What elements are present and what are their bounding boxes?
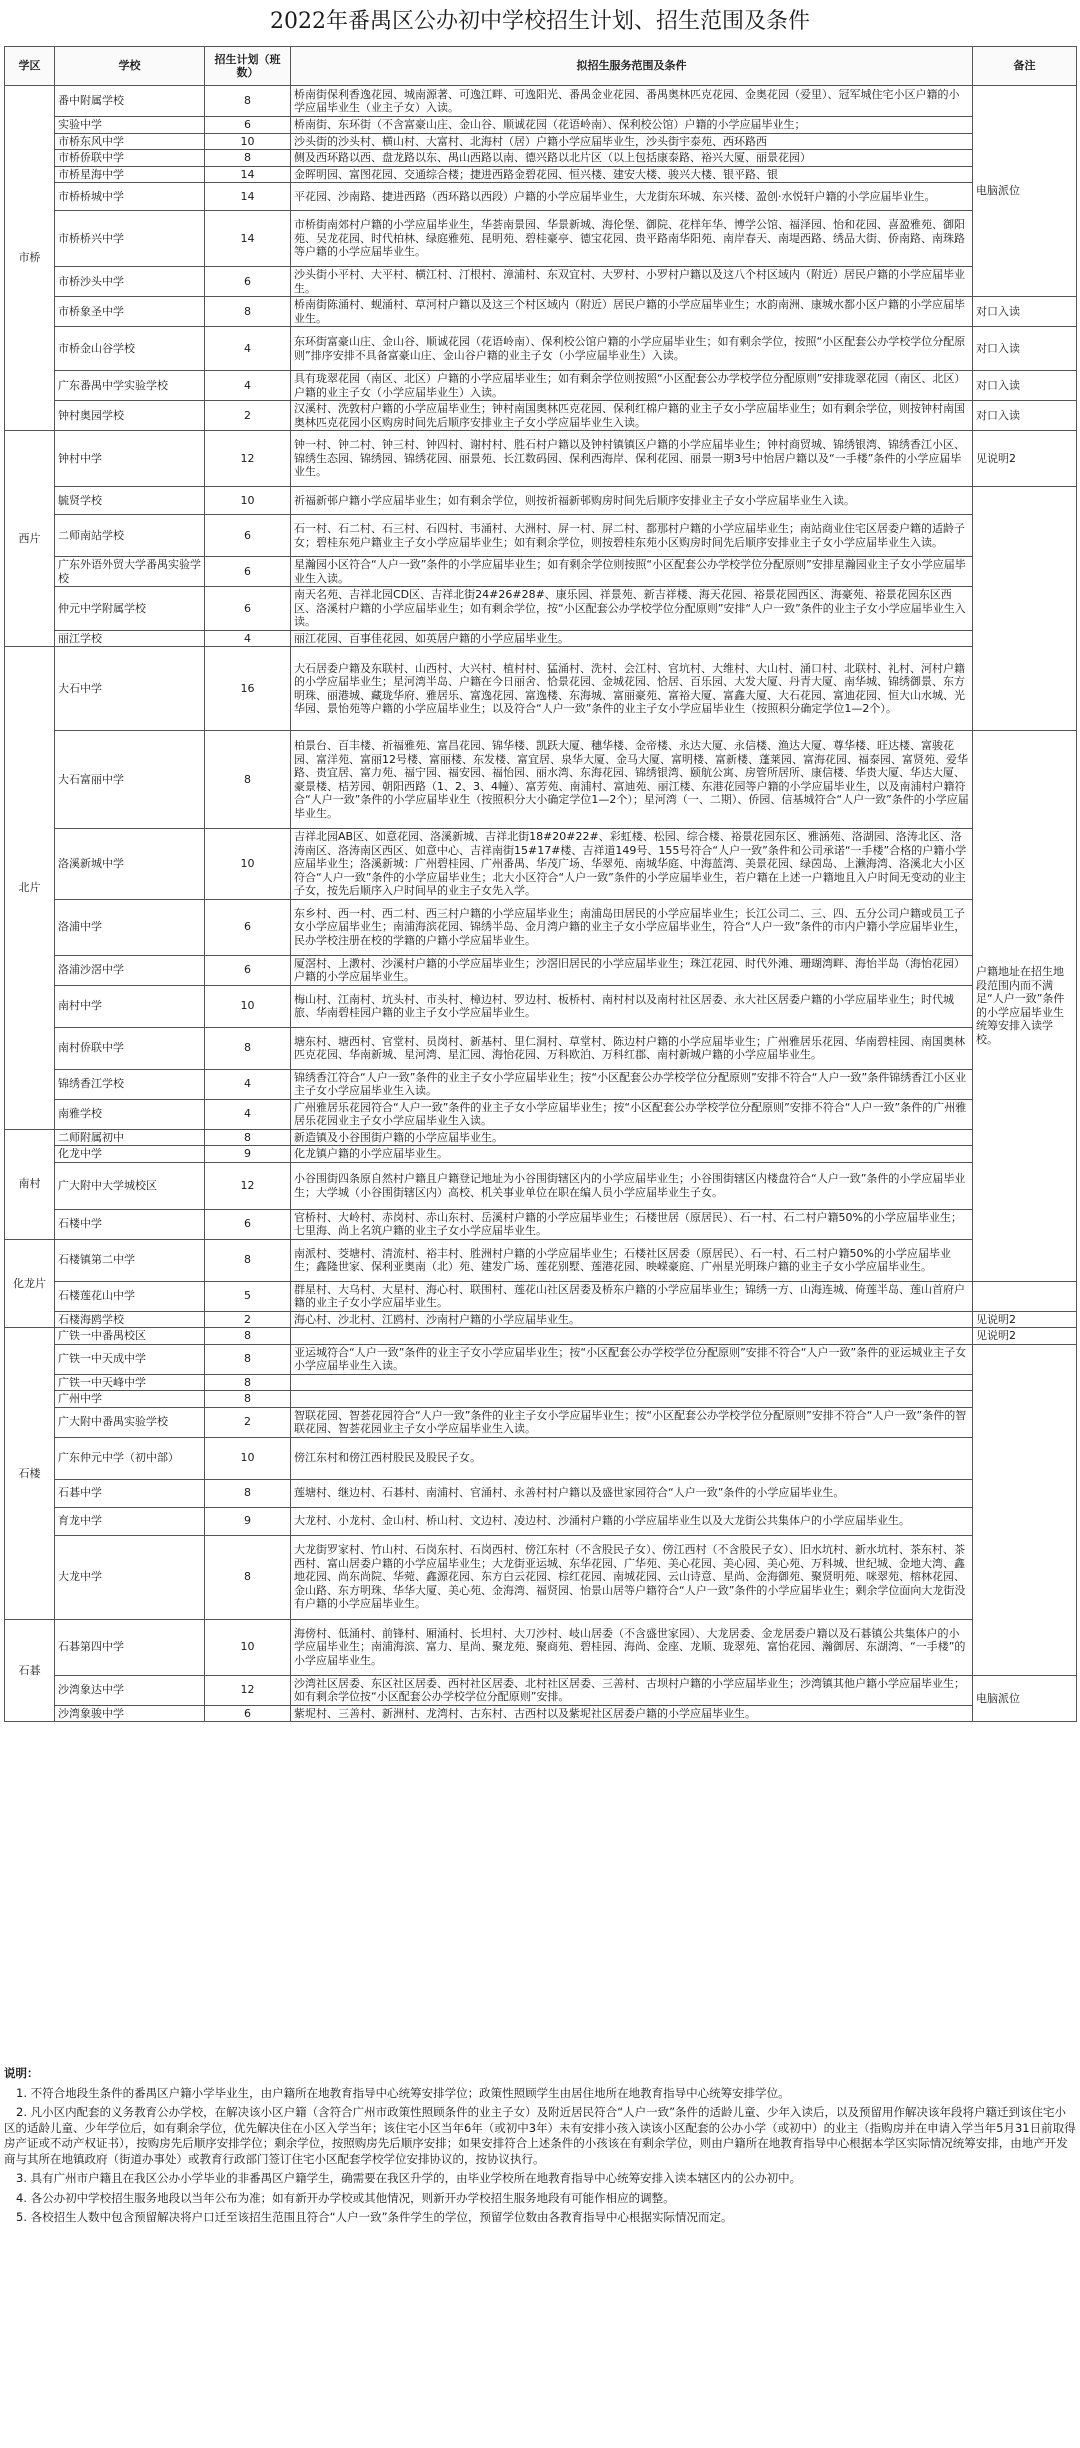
school-name: 市桥侨联中学 xyxy=(55,150,205,167)
school-name: 洛浦中学 xyxy=(55,899,205,955)
admission-scope: 桥南街保利香逸花园、城南源著、可逸江畔、可逸阳光、番禺金业花园、番禺奥林匹克花园、金奥花园（爱里）、冠军城住宅小区户籍的小学应届毕业生（业主子女）入读。 xyxy=(291,86,973,117)
table-row xyxy=(5,297,1077,327)
notes-heading: 说明： xyxy=(4,2066,39,2080)
remark-cell xyxy=(973,1281,1077,1311)
remark-cell: 户籍地址在招生地段范围内而不满足“人户一致”条件的小学应届毕业生统筹安排入读学校。 xyxy=(973,731,1077,1282)
plan-classes: 5 xyxy=(205,1281,291,1311)
school-name: 石楼中学 xyxy=(55,1209,205,1239)
table-row xyxy=(5,1162,1077,1209)
table-row xyxy=(5,731,1077,829)
admission-scope: 市桥街南郊村户籍的小学应届毕业生，华荟南景园、华景新城、海伦堡、御院、花样年华、博学公馆、福泽园、怡和花园、喜盈雅苑、御阳苑、吴龙花园、时代柏林、绿庭雅苑、昆明苑、碧桂豪亭、德宝花园、贵平路南华阳苑、南岸春天、南堤西路、绣品大街、侨南路、南珠路等户籍的小学应届毕业生。 xyxy=(291,211,973,267)
school-name: 沙湾象骏中学 xyxy=(55,1705,205,1722)
school-name: 南村侨联中学 xyxy=(55,1027,205,1069)
table-row xyxy=(5,515,1077,557)
school-name: 市桥象圣中学 xyxy=(55,297,205,327)
admission-scope: 东环街富豪山庄、金山谷、顺诚花园（花语岭南）、保利校公馆户籍的小学应届毕业生；如有剩余学位，按照“小区配套公办学校学位分配原则”排序安排不具备富豪山庄、金山谷户籍的业主子女（小学应届毕业生）入读。 xyxy=(291,327,973,371)
remark-cell: 电脑派位 xyxy=(973,1675,1077,1722)
admission-scope: 群星村、大乌村、大星村、海心村、联围村、莲花山社区居委及桥东户籍的小学应届毕业生；锦绣一方、山海连城、倚莲半岛、莲山首府户籍的业主子女小学应届毕业生。 xyxy=(291,1281,973,1311)
admission-scope: 东乡村、西一村、西二村、西三村户籍的小学应届毕业生；南浦岛田居民的小学应届毕业生；长江公司二、三、四、五分公司户籍或员工子女小学应届毕业生；南浦海滨花园、锦绣半岛、金月湾户籍的业主子女小学应届毕业生，符合“人户一致”条件的市内户籍小学应届毕业生，民办学校注册在校的学籍的户籍小学应届毕业生。 xyxy=(291,899,973,955)
note-item: 4. 各公办初中学校招生服务地段以当年公布为准；如有新开办学校或其他情况，则新开办学校招生服务地段有可能作相应的调整。 xyxy=(16,2190,675,2205)
remark-cell: 见说明2 xyxy=(973,1328,1077,1345)
plan-classes: 6 xyxy=(205,515,291,557)
table-row xyxy=(5,371,1077,401)
school-name: 广大附中番禺实验学校 xyxy=(55,1407,205,1437)
table-row xyxy=(5,985,1077,1027)
table-row xyxy=(5,211,1077,267)
school-name: 化龙中学 xyxy=(55,1146,205,1163)
table-row xyxy=(5,401,1077,431)
remark-cell xyxy=(973,487,1077,731)
admission-scope: 柏景台、百丰楼、祈福雅苑、富昌花园、锦华楼、凯跃大厦、穗华楼、金帝楼、永达大厦、永信楼、渔达大厦、尊华楼、旺达楼、富骏花园、富洋苑、富丽12号楼、富丽楼、东发楼、富宜居、泉华大厦、金马大厦、富明楼、富新楼、蓬莱园、富海花园、福泰园、富贤苑、爱华路、贵宜居、富力苑、福宁园、福安园、福怡园、丽水湾、东海花园、锦绣银湾、颐航公寓、房管所居所、康信楼、华贵大厦、华达大厦、豪景楼、桔芳园、朝阳西路（1、2、3、4幢）、富芳苑、南浦村、富迪苑、丽江楼、东港花园等户籍的小学应届毕业生，以及南浦村户籍符合“人户一致”条件的小学应届毕业生（按照积分大小确定学位1—2个）；星河湾（一、二期）、侨园、信基城符合“人户一致”条件的小学应届毕业生。 xyxy=(291,731,973,829)
table-row xyxy=(5,1705,1077,1722)
plan-classes: 14 xyxy=(205,166,291,183)
zone-cell: 北片 xyxy=(5,647,55,1130)
plan-classes: 8 xyxy=(205,297,291,327)
table-row xyxy=(5,86,1077,117)
plan-classes: 6 xyxy=(205,557,291,587)
plan-classes: 16 xyxy=(205,647,291,731)
school-name: 钟村奥园学校 xyxy=(55,401,205,431)
school-name: 广铁一中天峰中学 xyxy=(55,1374,205,1391)
admission-scope: 桥南街、东环街（不含富豪山庄、金山谷、顺诚花园（花语岭南）、保利校公馆）户籍的小学应届毕业生； xyxy=(291,117,973,134)
remark-cell: 对口入读 xyxy=(973,371,1077,401)
school-name: 石碁第四中学 xyxy=(55,1619,205,1675)
plan-classes: 8 xyxy=(205,150,291,167)
table-row xyxy=(5,1069,1077,1099)
school-name: 市桥东风中学 xyxy=(55,133,205,150)
remark-cell: 电脑派位 xyxy=(973,86,1077,297)
school-name: 大石中学 xyxy=(55,647,205,731)
header-school: 学校 xyxy=(55,47,205,86)
school-name: 石碁中学 xyxy=(55,1479,205,1507)
school-name: 二师附属初中 xyxy=(55,1129,205,1146)
school-name: 洛溪新城中学 xyxy=(55,829,205,900)
table-row xyxy=(5,647,1077,731)
school-name: 毓贤学校 xyxy=(55,487,205,515)
plan-classes: 8 xyxy=(205,86,291,117)
plan-classes: 4 xyxy=(205,1069,291,1099)
table-row xyxy=(5,1209,1077,1239)
zone-cell: 石碁 xyxy=(5,1619,55,1722)
table-row xyxy=(5,487,1077,515)
plan-classes: 8 xyxy=(205,1027,291,1069)
admission-scope: 锦绣香江符合“人户一致”条件的业主子女小学应届毕业生；按“小区配套公办学校学位分配原则”安排不符合“人户一致”条件锦绣香江小区业主子女小学应届毕业生入读。 xyxy=(291,1069,973,1099)
table-row xyxy=(5,1479,1077,1507)
plan-classes: 4 xyxy=(205,327,291,371)
admission-scope: 亚运城符合“人户一致”条件的业主子女小学应届毕业生；按“小区配套公办学校学位分配原则”安排不符合“人户一致”条件的亚运城业主子女小学应届毕业生入读。 xyxy=(291,1344,973,1374)
admission-scope: 沙湾社区居委、东区社区居委、西村社区居委、北村社区居委、三善村、古坝村户籍的小学应届毕业生；沙湾镇其他户籍小学应届毕业生；如有剩余学位按“小区配套公办学校学位分配原则”安排。 xyxy=(291,1675,973,1705)
admission-scope: 莲塘村、继边村、石碁村、南浦村、官涌村、永善村村户籍以及盛世家园符合“人户一致”条件的小学应届毕业生。 xyxy=(291,1479,973,1507)
admission-scope: 大龙街罗家村、竹山村、石岗东村、石岗西村、傍江东村（不含股民子女）、傍江西村（不含股民子女）、旧水坑村、新水坑村、茶东村、茶西村、富山居委户籍的小学应届毕业生；大龙街亚运城、东华花园、广华苑、美心花园、美心园、美心苑、万科城、世纪城、金地大湾、鑫地花园、尚东尚院、华菀、鑫源花园、东方白云花园、棕红花园、南城花园、云山诗意、星尚、金海御苑、聚贤明苑、咪翠苑、榕林花园、金山路、东方明珠、华华大厦、美心苑、金海湾、福贤园、怡景山居等户籍符合“人户一致”条件的小学应届毕业生；剩余学位面向大龙街没有户籍的小学应届毕业生。 xyxy=(291,1535,973,1619)
remark-cell: 对口入读 xyxy=(973,327,1077,371)
school-name: 石楼镇第二中学 xyxy=(55,1239,205,1281)
school-name: 锦绣香江学校 xyxy=(55,1069,205,1099)
plan-classes: 6 xyxy=(205,899,291,955)
school-name: 市桥桥城中学 xyxy=(55,183,205,211)
table-row xyxy=(5,1344,1077,1374)
header-zone: 学区 xyxy=(5,47,55,86)
school-name: 南雅学校 xyxy=(55,1099,205,1129)
table-row xyxy=(5,166,1077,183)
school-name: 沙湾象达中学 xyxy=(55,1675,205,1705)
table-row xyxy=(5,899,1077,955)
admission-scope: 具有珑翠花园（南区、北区）户籍的小学应届毕业生；如有剩余学位则按照“小区配套公办学校学位分配原则”安排珑翠花园（南区、北区）户籍的业主子女（小学应届毕业生）入读。 xyxy=(291,371,973,401)
admission-scope: 丽江花园、百事佳花园、如英居户籍的小学应届毕业生。 xyxy=(291,630,973,647)
table-row xyxy=(5,431,1077,487)
school-name: 番中附属学校 xyxy=(55,86,205,117)
school-name: 丽江学校 xyxy=(55,630,205,647)
school-name: 广东仲元中学（初中部） xyxy=(55,1437,205,1479)
admission-scope: 紫坭村、三善村、新洲村、龙湾村、古东村、古西村以及紫坭社区居委户籍的小学应届毕业生。 xyxy=(291,1705,973,1722)
admission-scope: 大龙村、小龙村、金山村、桥山村、文边村、凌边村、沙涌村户籍的小学应届毕业生以及大龙街公共集体户的小学应届毕业生。 xyxy=(291,1507,973,1535)
plan-classes: 8 xyxy=(205,731,291,829)
plan-classes: 10 xyxy=(205,487,291,515)
school-name: 大石富丽中学 xyxy=(55,731,205,829)
zone-cell: 石楼 xyxy=(5,1328,55,1620)
school-name: 实验中学 xyxy=(55,117,205,134)
admission-scope: 化龙镇户籍的小学应届毕业生。 xyxy=(291,1146,973,1163)
admission-scope: 汉溪村、洗敦村户籍的小学应届毕业生；钟村南国奥林匹克花园、保利红棉户籍的业主子女小学应届毕业生；如有剩余学位，则按钟村南国奥林匹克花园小区购房时间先后顺序安排业主子女小学应届毕业生入读。 xyxy=(291,401,973,431)
school-name: 广铁一中天成中学 xyxy=(55,1344,205,1374)
admission-scope: 沙头街小平村、大平村、横江村、汀根村、漳浦村、东双宜村、大罗村、小罗村户籍以及这八个村区域内（附近）居民户籍的小学应届毕业生。 xyxy=(291,267,973,297)
school-name: 钟村中学 xyxy=(55,431,205,487)
admission-scope: 沙头街的沙头村、横山村、大富村、北海村（居）户籍小学应届毕业生，沙头街宇泰苑、西环路西 xyxy=(291,133,973,150)
plan-classes: 14 xyxy=(205,211,291,267)
admission-table xyxy=(4,46,1077,1722)
table-row xyxy=(5,1146,1077,1163)
table-row xyxy=(5,1311,1077,1328)
plan-classes: 6 xyxy=(205,117,291,134)
plan-classes: 6 xyxy=(205,955,291,985)
school-name: 育龙中学 xyxy=(55,1507,205,1535)
remark-cell: 对口入读 xyxy=(973,401,1077,431)
page-title: 2022年番禺区公办初中学校招生计划、招生范围及条件 xyxy=(270,9,810,34)
plan-classes: 6 xyxy=(205,587,291,631)
admission-scope: 金晖明园、富图花园、交通综合楼；捷进西路金碧花园、恒兴楼、建安大楼、骏兴大楼、银平路、银 xyxy=(291,166,973,183)
zone-cell: 南村 xyxy=(5,1129,55,1239)
plan-classes: 9 xyxy=(205,1146,291,1163)
plan-classes: 4 xyxy=(205,1099,291,1129)
table-row xyxy=(5,267,1077,297)
admission-scope: 石一村、石二村、石三村、石四村、韦涌村、大洲村、屏一村、屏二村、都那村户籍的小学应届毕业生；南站商业住宅区居委户籍的适龄子女；碧桂东苑户籍业主子女小学应届毕业生；如有剩余学位，则按碧桂东苑小区购房时间先后顺序安排业主子女小学应届毕业生入读。 xyxy=(291,515,973,557)
admission-scope: 桥南街陈涌村、蚬涌村、草河村户籍以及这三个村区域内（附近）居民户籍的小学应届毕业生；水韵南洲、康城水都小区户籍的小学应届毕业生。 xyxy=(291,297,973,327)
admission-scope xyxy=(291,1374,973,1391)
plan-classes: 9 xyxy=(205,1507,291,1535)
school-name: 市桥星海中学 xyxy=(55,166,205,183)
table-row xyxy=(5,1437,1077,1479)
admission-scope: 星瀚园小区符合“人户一致”条件的小学应届毕业生；如有剩余学位则按照“小区配套公办学校学位分配原则”安排星瀚园业主子女小学应届毕业生入读。 xyxy=(291,557,973,587)
admission-scope: 塘东村、塘西村、官堂村、员岗村、新基村、里仁洞村、草堂村、陈边村户籍的小学应届毕业生；广州雅居乐花园、华南碧桂园、南国奥林匹克花园、华南新城、星河湾、星汇园、海怡花园、万科欧泊、万科红郡、南村新城户籍的小学应届毕业生。 xyxy=(291,1027,973,1069)
header-remark: 备注 xyxy=(973,47,1077,86)
plan-classes: 8 xyxy=(205,1479,291,1507)
school-name: 广东外语外贸大学番禺实验学校 xyxy=(55,557,205,587)
admission-scope: 大石居委户籍及东联村、山西村、大兴村、植村村、猛涌村、洗村、会江村、官坑村、大维村、大山村、涌口村、北联村、礼村、河村户籍的小学应届毕业生；星河湾半岛、户籍在今日丽舍、恰景花园、金城花园、恰居、百乐园、大发大厦、丹青大厦、南华城、锦绣御景、东方明珠、丽港城、藏珑华府、雅居乐、富逸花园、富逸楼、东海城、富丽豪苑、富裕大厦、富鑫大厦、大石花园、富迪花园、恒大山水城、光华园、景怡苑等户籍的小学应届毕业生；以及符合“人户一致”条件的业主子女小学应届毕业生（按照积分确定学位1—2个）。 xyxy=(291,647,973,731)
remark-cell: 对口入读 xyxy=(973,297,1077,327)
table-row xyxy=(5,1099,1077,1129)
plan-classes: 6 xyxy=(205,1209,291,1239)
table-row xyxy=(5,587,1077,631)
plan-classes: 12 xyxy=(205,431,291,487)
admission-scope: 钟一村、钟二村、钟三村、钟四村、谢村村、胜石村户籍以及钟村镇镇区户籍的小学应届毕业生；钟村商贸城、锦绣银湾、锦绣香江小区、锦绣生态园、锦绣园、锦绣花园、丽景苑、长江数码园、保利西海岸、保利花园、丽景一期3号中怡居户籍以及“一手楼”条件的小学应届毕业生。 xyxy=(291,431,973,487)
school-name: 大龙中学 xyxy=(55,1535,205,1619)
plan-classes: 8 xyxy=(205,1374,291,1391)
admission-scope: 小谷围街四条原自然村户籍且户籍登记地址为小谷围街辖区内的小学应届毕业生；小谷围街辖区内楼盘符合“人户一致”条件的小学应届毕业生；大学城（小谷围街辖区内）高校、机关事业单位在职在编人员小学应届毕业生子女。 xyxy=(291,1162,973,1209)
school-name: 石楼莲花山中学 xyxy=(55,1281,205,1311)
plan-classes: 2 xyxy=(205,401,291,431)
school-name: 市桥金山谷学校 xyxy=(55,327,205,371)
plan-classes: 8 xyxy=(205,1535,291,1619)
admission-scope: 祈福新邨户籍小学应届毕业生；如有剩余学位，则按祈福新邨购房时间先后顺序安排业主子女小学应届毕业生入读。 xyxy=(291,487,973,515)
table-row xyxy=(5,1535,1077,1619)
table-row xyxy=(5,1675,1077,1705)
admission-scope: 吉祥北园AB区、如意花园、洛溪新城、吉祥北街18#20#22#、彩虹楼、松园、综合楼、裕景花园东区、雅涵苑、洛湖园、洛涛北区、洛涛南区、洛涛南区西区、如意中心、吉祥南街15#17#楼、吉祥道149号、155号符合“人户一致”条件和公司承诺“一手楼”合格的户籍小学应届毕业生；洛溪新城：广州碧桂园、广州番禺、华茂广场、华翠苑、南城华庭、中海蓝湾、美景花园、绿茵岛、上濑海湾、洛溪北大小区符合“人户一致”条件的小学应届毕业生；北大小区符合“人户一致”条件的小学应届毕业生，若户籍在上述一户籍地且入户时间无变动的业主子女，按先后顺序入户时间早的业主子女先入学。 xyxy=(291,829,973,900)
plan-classes: 8 xyxy=(205,1239,291,1281)
plan-classes: 8 xyxy=(205,1391,291,1408)
admission-scope: 智联花园、智荟花园符合“人户一致”条件的业主子女小学应届毕业生；按“小区配套公办学校学位分配原则”安排不符合“人户一致”条件的智联花园、智荟花园业主子女小学应届毕业生入读。 xyxy=(291,1407,973,1437)
admission-scope: 侧及西环路以西、盘龙路以东、禺山西路以南、德兴路以北片区（以上包括康泰路、裕兴大厦、丽景花园） xyxy=(291,150,973,167)
table-row xyxy=(5,150,1077,167)
plan-classes: 2 xyxy=(205,1311,291,1328)
admission-scope xyxy=(291,1328,973,1345)
table-row xyxy=(5,1328,1077,1345)
school-name: 市桥沙头中学 xyxy=(55,267,205,297)
admission-scope: 厦滘村、上漖村、沙溪村户籍的小学应届毕业生；沙滘旧居民的小学应届毕业生；珠江花园、时代外滩、珊瑚湾畔、海怡半岛（海怡花园）户籍的小学应届毕业生。 xyxy=(291,955,973,985)
school-name: 仲元中学附属学校 xyxy=(55,587,205,631)
header-plan: 招生计划（班数） xyxy=(205,47,291,86)
table-row xyxy=(5,1374,1077,1391)
table-row xyxy=(5,1407,1077,1437)
table-row xyxy=(5,133,1077,150)
plan-classes: 10 xyxy=(205,829,291,900)
note-item: 2. 凡小区内配套的义务教育公办学校，在解决该小区户籍（含符合广州市政策性照顾条件的业主子女）及附近居民符合“人户一致”条件的适龄儿童、少年入读后，以及预留用作解决该年段将户籍迁到该住宅小区的适龄儿童、少年学位后，如有剩余学位，优先解决住在小区入学当年；该住宅小区当年6年（或初中3年）未有安排小孩入读该小区配套的公办小学（或初中）的业主（指购房并在申请入学当年5月31日前取得房产证或不动产权证书），按购房先后顺序安排学位；剩余学位，按照购房先后顺序安排；如果安排符合上述条件的小孩该在有剩余学位，则由户籍所在地教育指导中心根据本学区实际情况统筹安排，由地产开发商与其所在地镇政府（街道办事处）或教育行政部门签订住宅小区配套学校学位安排协议的，按协议执行。 xyxy=(4,2105,1076,2166)
table-row xyxy=(5,183,1077,211)
plan-classes: 10 xyxy=(205,1619,291,1675)
note-item: 3. 具有广州市户籍且在我区公办小学毕业的非番禺区户籍学生，确需要在我区升学的，由毕业学校所在地教育指导中心统筹安排入读本辖区内的公办初中。 xyxy=(16,2171,802,2185)
admission-scope: 梅山村、江南村、坑头村、市头村、樟边村、罗边村、板桥村、南村村以及南村社区居委、永大社区居委户籍的小学应届毕业生；时代城旅、华南碧桂园户籍的业主子女小学应届毕业生。 xyxy=(291,985,973,1027)
header-scope: 拟招生服务范围及条件 xyxy=(291,47,973,86)
zone-cell: 西片 xyxy=(5,431,55,647)
admission-scope: 南天名苑、吉祥北园CD区、吉祥北街24#26#28#、康乐园、祥景苑、新吉祥楼、海天花园、裕景花园西区、海豪苑、裕景花园东区西区、洛溪村户籍的小学应届毕业生；如有剩余学位，按“小区配套公办学校学位分配原则”安排“人户一致”条件的业主子女小学应届毕业生入读。 xyxy=(291,587,973,631)
table-row xyxy=(5,1129,1077,1146)
school-name: 广铁一中番禺校区 xyxy=(55,1328,205,1345)
plan-classes: 10 xyxy=(205,985,291,1027)
admission-scope: 南派村、茭塘村、清流村、裕丰村、胜洲村户籍的小学应届毕业生；石楼社区居委（原居民）、石一村、石二村户籍50%的小学应届毕业生；鑫隆世家、保利亚奥南（北）苑、建发广场、莲花别墅、莲港花园、映嵘豪庭、广州星光明珠户籍的业主子女小学应届毕业生。 xyxy=(291,1239,973,1281)
table-row xyxy=(5,1391,1077,1408)
plan-classes: 8 xyxy=(205,1344,291,1374)
admission-scope: 海心村、沙北村、江鸥村、沙南村户籍的小学应届毕业生。 xyxy=(291,1311,973,1328)
plan-classes: 6 xyxy=(205,267,291,297)
school-name: 石楼海鸥学校 xyxy=(55,1311,205,1328)
table-row xyxy=(5,1619,1077,1675)
table-row xyxy=(5,829,1077,900)
admission-scope: 新造镇及小谷围街户籍的小学应届毕业生。 xyxy=(291,1129,973,1146)
school-name: 广东番禺中学实验学校 xyxy=(55,371,205,401)
plan-classes: 4 xyxy=(205,630,291,647)
remark-cell xyxy=(973,1344,1077,1675)
zone-cell: 市桥 xyxy=(5,86,55,431)
school-name: 广州中学 xyxy=(55,1391,205,1408)
note-item: 5. 各校招生人数中包含预留解决将户口迁至该招生范围且符合“人户一致”条件学生的学位，预留学位数由各教育指导中心根据实际情况而定。 xyxy=(16,2210,733,2224)
school-name: 市桥桥兴中学 xyxy=(55,211,205,267)
plan-classes: 12 xyxy=(205,1675,291,1705)
plan-classes: 6 xyxy=(205,1705,291,1722)
remark-cell: 见说明2 xyxy=(973,1311,1077,1328)
zone-cell: 化龙片 xyxy=(5,1239,55,1328)
table-row xyxy=(5,557,1077,587)
school-name: 广大附中大学城校区 xyxy=(55,1162,205,1209)
admission-scope: 广州雅居乐花园符合“人户一致”条件的业主子女小学应届毕业生；按“小区配套公办学校学位分配原则”安排不符合“人户一致”条件的广州雅居乐花园业主子女小学应届毕业生入读。 xyxy=(291,1099,973,1129)
table-row xyxy=(5,1239,1077,1281)
admission-scope: 平花园、沙南路、捷进西路（西环路以西段）户籍的小学应届毕业生，大龙街东环城、东兴楼、盈创·水悦轩户籍的小学应届毕业生。 xyxy=(291,183,973,211)
plan-classes: 10 xyxy=(205,133,291,150)
table-header-row xyxy=(5,47,1077,86)
admission-scope: 傍江东村和傍江西村股民及股民子女。 xyxy=(291,1437,973,1479)
plan-classes: 2 xyxy=(205,1407,291,1437)
table-row xyxy=(5,955,1077,985)
plan-classes: 14 xyxy=(205,183,291,211)
table-row xyxy=(5,327,1077,371)
remark-cell: 见说明2 xyxy=(973,431,1077,487)
admission-scope xyxy=(291,1391,973,1408)
table-row xyxy=(5,1281,1077,1311)
school-name: 南村中学 xyxy=(55,985,205,1027)
plan-classes: 8 xyxy=(205,1129,291,1146)
table-row xyxy=(5,1027,1077,1069)
notes-section xyxy=(4,2066,1076,2230)
admission-scope: 海傍村、低涌村、前锋村、厢涌村、长坦村、大刀沙村、岐山居委（不含盛世家园）、大龙居委、金龙居委户籍以及石碁镇公共集体户的小学应届毕业生；南浦海滨、富力、星尚、聚龙苑、聚商苑、碧桂园、海尚、金座、龙顺、珑翠苑、富怡花园、瀚御居、东湖湾、“一手楼”的小学应届毕业生。 xyxy=(291,1619,973,1675)
table-row xyxy=(5,630,1077,647)
table-body xyxy=(5,86,1077,1722)
admission-scope: 官桥村、大岭村、赤岗村、赤山东村、岳溪村户籍的小学应届毕业生；石楼世居（原居民）、石一村、石二村户籍50%的小学应届毕业生；七里海、尚上名筑户籍的业主子女小学应届毕业生。 xyxy=(291,1209,973,1239)
table-row xyxy=(5,117,1077,134)
plan-classes: 10 xyxy=(205,1437,291,1479)
plan-classes: 8 xyxy=(205,1328,291,1345)
plan-classes: 12 xyxy=(205,1162,291,1209)
school-name: 洛浦沙滘中学 xyxy=(55,955,205,985)
plan-classes: 4 xyxy=(205,371,291,401)
school-name: 二师南站学校 xyxy=(55,515,205,557)
table-row xyxy=(5,1507,1077,1535)
note-item: 1. 不符合地段生条件的番禺区户籍小学毕业生，由户籍所在地教育指导中心统筹安排学位；政策性照顾学生由居住地所在地教育指导中心统筹安排学位。 xyxy=(16,2085,790,2100)
